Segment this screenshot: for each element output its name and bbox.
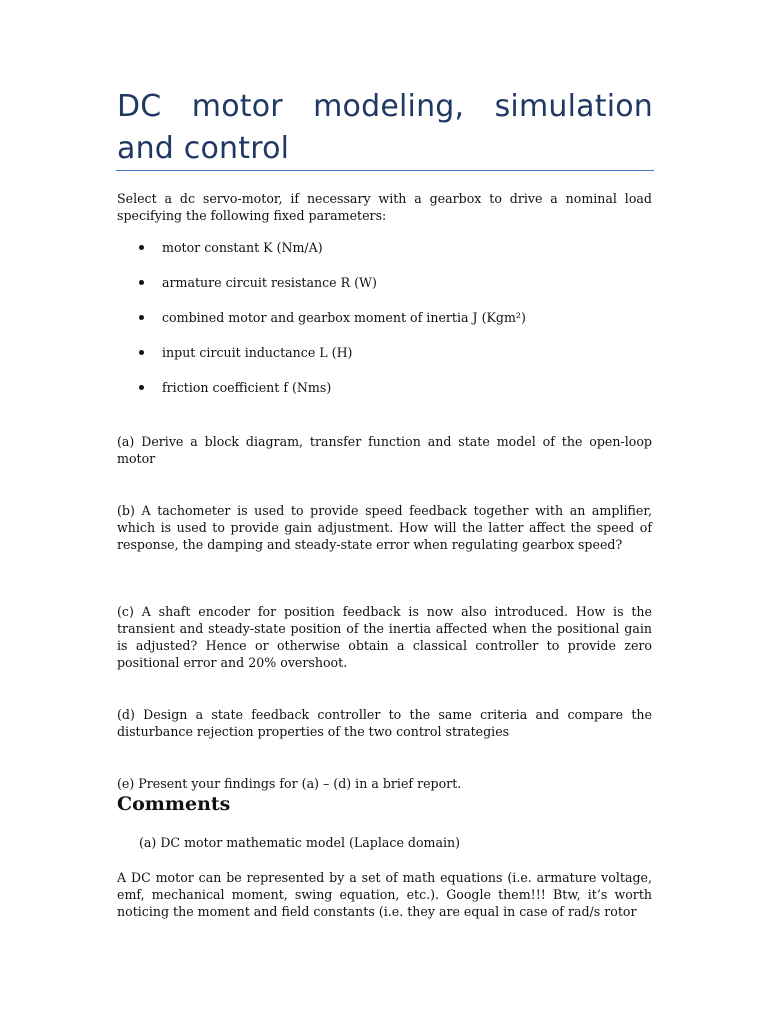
comments-subheading: (a) DC motor mathematic model (Laplace domain) <box>139 835 461 850</box>
parameter-list <box>117 239 652 414</box>
bullet-icon <box>139 280 144 285</box>
comments-heading: Comments <box>117 793 231 815</box>
task-b: (b) A tachometer is used to provide speed feedback together with an amplifier, which is used to provide gain adjustment. How will the latter affect the speed of response, the damping and steady-state error when regulating gearbox speed? <box>117 503 652 552</box>
parameter-item <box>117 274 652 309</box>
comments-paragraph: A DC motor can be represented by a set of math equations (i.e. armature voltage, emf, mechanical moment, swing equation, etc.). Google them!!! Btw, it’s worth noticing the moment and field constants (i.e. they are equal in case of rad/s rotor <box>117 870 652 919</box>
parameter-text: armature circuit resistance R (W) <box>162 275 377 290</box>
parameter-item <box>117 379 652 414</box>
intro-paragraph: Select a dc servo-motor, if necessary with a gearbox to drive a nominal load specifying the following fixed parameters: <box>117 191 652 223</box>
task-c: (c) A shaft encoder for position feedback is now also introduced. How is the transient and steady-state position of the inertia affected when the positional gain is adjusted? Hence or otherwise obtain a classical controller to provide zero positional error and 20% overshoot. <box>117 604 652 670</box>
task-d: (d) Design a state feedback controller to the same criteria and compare the disturbance rejection properties of the two control strategies <box>117 707 652 739</box>
parameter-item <box>117 309 652 344</box>
parameter-text: friction coefficient f (Nms) <box>162 380 332 395</box>
parameter-text: motor constant K (Nm/A) <box>162 240 323 255</box>
task-e: (e) Present your findings for (a) – (d) in a brief report. <box>117 776 462 791</box>
title-underline <box>116 170 654 171</box>
task-a: (a) Derive a block diagram, transfer function and state model of the open-loop motor <box>117 434 652 466</box>
parameter-text: input circuit inductance L (H) <box>162 345 353 360</box>
bullet-icon <box>139 245 144 250</box>
parameter-item <box>117 344 652 379</box>
document-title: DC motor modeling, simulation and control <box>117 89 653 166</box>
parameter-text: combined motor and gearbox moment of inertia J (Kgm²) <box>162 310 526 325</box>
bullet-icon <box>139 315 144 320</box>
bullet-icon <box>139 350 144 355</box>
bullet-icon <box>139 385 144 390</box>
parameter-item <box>117 239 652 274</box>
